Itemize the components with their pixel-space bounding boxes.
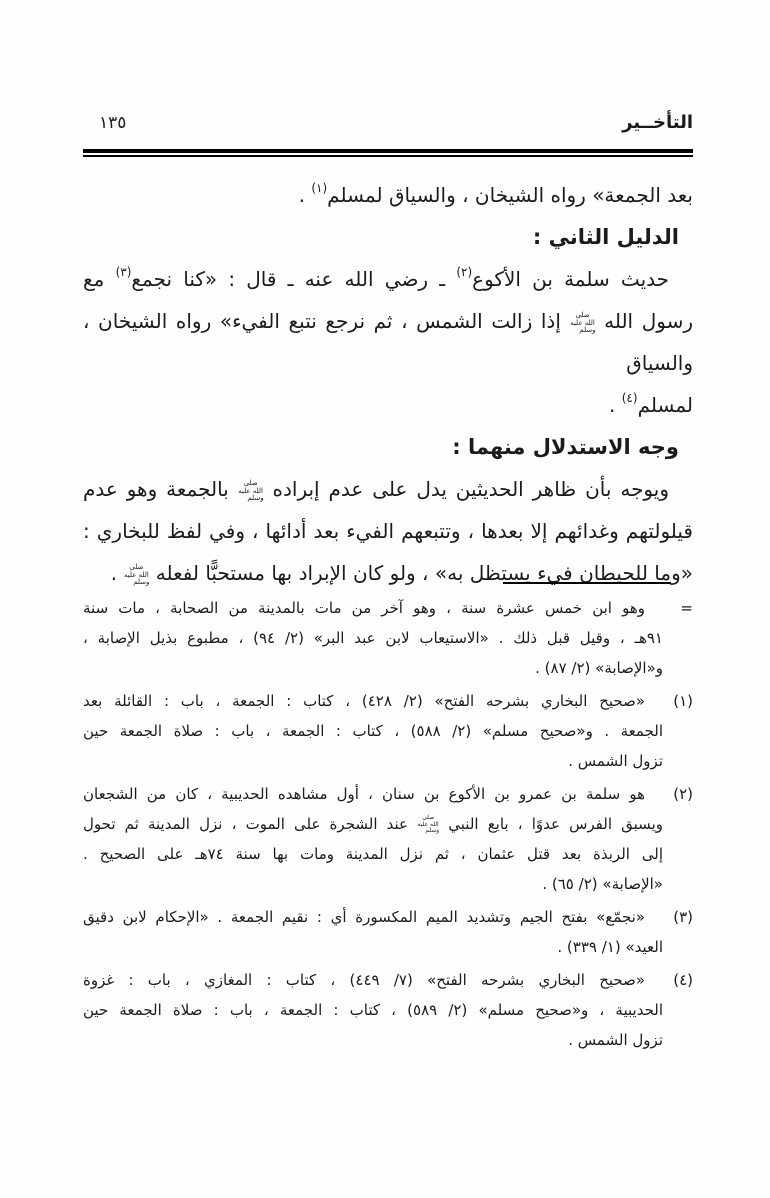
text-run: «نجمّع» بفتح الجيم وتشديد الميم المكسورة أي : نقيم الجمعة . «الإحكام لابن دقيق [83, 908, 645, 926]
footnote-line [83, 902, 693, 932]
text-run: قيلولتهم وغدائهم إلا بعدها ، وتتبعهم الفيء بعد أدائها ، وفي لفظ للبخاري : [83, 519, 693, 543]
footnote-line [83, 686, 694, 716]
text-run: الجمعة . و«صحيح مسلم» (٢/ ٥٨٨) ، كتاب : الجمعة ، باب : صلاة الجمعة حين [83, 722, 664, 740]
footnote-ref: (٢) [456, 265, 473, 280]
footnotes-section [83, 593, 693, 1058]
text-run: بعد الجمعة» رواه الشيخان ، والسياق لمسلم [327, 183, 693, 207]
footnote-ref: (١) [311, 181, 328, 196]
section-heading: وجه الاستدلال منهما : [452, 435, 679, 459]
text-run: «وما للحيطان فيء يستظل به» ، ولو كان الإبراد بها مستحبًّا لفعله [149, 561, 693, 585]
text-run: هو سلمة بن عمرو بن الأكوع بن سنان ، أول مشاهده الحديبية ، كان من الشجعان [83, 785, 645, 803]
footnote-line [83, 746, 663, 776]
running-head-title: التأخــير [622, 112, 693, 133]
footnote-line [83, 995, 663, 1025]
text-run: . [110, 561, 124, 585]
footnote-line [83, 965, 694, 995]
header-rule [83, 149, 693, 157]
footnote-item [83, 686, 693, 776]
pbuh-ligature-icon: صلى الله عليه وسلم [570, 311, 596, 334]
footnote-line [83, 623, 663, 653]
text-run: حديث سلمة بن الأكوع [472, 267, 670, 291]
text-line [83, 384, 693, 426]
pbuh-ligature-icon: صلى الله عليه وسلم [124, 563, 150, 586]
text-line [83, 510, 693, 552]
text-run: بالجمعة وهو عدم [83, 477, 238, 501]
text-run: . [298, 183, 312, 207]
footnote-item [83, 965, 693, 1055]
text-line [83, 258, 693, 300]
text-line [83, 300, 693, 384]
paragraph [83, 258, 693, 426]
footnote-continuation-marker: = [680, 599, 693, 617]
text-run: الحديبية ، و«صحيح مسلم» (٢/ ٥٨٩) ، كتاب : الجمعة ، باب : صلاة الجمعة حين [83, 1001, 663, 1019]
section-heading: الدليل الثاني : [532, 225, 679, 249]
footnote-item [83, 779, 693, 899]
text-run: لمسلم [637, 393, 693, 417]
text-run: و«الإصابة» (٢/ ٨٧) . [535, 659, 663, 677]
text-run: إلى الربذة بعد قتل عثمان ، ثم نزل المدينة ومات بها سنة ٧٤هـ على الصحيح . [83, 845, 663, 863]
text-run: «صحيح البخاري بشرحه الفتح» (٢/ ٤٢٨) ، كتاب : الجمعة ، باب : القائلة بعد [83, 692, 646, 710]
text-run: وهو ابن خمس عشرة سنة ، وهو آخر من مات بالمدينة من الصحابة ، مات سنة [83, 599, 645, 617]
footnote-number: (٤) [673, 971, 694, 989]
text-line [83, 552, 693, 594]
paragraph [83, 468, 693, 594]
footnote-line [83, 839, 663, 869]
text-run: إذا زالت الشمس ، ثم نرجع نتبع الفيء» رواه الشيخان ، والسياق [83, 309, 693, 375]
footnote-number: (٢) [673, 785, 693, 803]
page-content [83, 0, 693, 1198]
footnote-line [83, 779, 693, 809]
text-line [83, 174, 693, 216]
footnote-line [83, 593, 693, 623]
text-run: . [609, 393, 622, 417]
footnote-line [83, 869, 663, 899]
pbuh-ligature-icon: صلى الله عليه وسلم [417, 814, 440, 834]
text-run: ٩١هـ ، وقيل قبل ذلك . «الاستيعاب لابن عبد البر» (٢/ ٩٤) ، مطبوع بذيل الإصابة ، [83, 629, 663, 647]
footnote-ref: (٣) [115, 265, 132, 280]
footnote-number: (١) [673, 692, 694, 710]
text-line [83, 468, 693, 510]
text-run: ويوجه بأن ظاهر الحديثين يدل على عدم إبراده [263, 477, 669, 501]
text-run: تزول الشمس . [568, 752, 663, 770]
text-run: مع [83, 267, 116, 291]
text-run: «الإصابة» (٢/ ٦٥) . [542, 875, 663, 893]
text-run: تزول الشمس . [568, 1031, 663, 1049]
footnote-line [83, 716, 663, 746]
footnote-item [83, 593, 693, 683]
footnote-separator [503, 582, 671, 584]
pbuh-ligature-icon: صلى الله عليه وسلم [238, 479, 264, 502]
text-run: «صحيح البخاري بشرحه الفتح» (٧/ ٤٤٩) ، كتاب : المغازي ، باب : غزوة [83, 971, 646, 989]
text-run: ويسبق الفرس عدوًا ، بايع النبي [439, 815, 663, 833]
text-run: رسول الله [595, 309, 693, 333]
body-text [83, 174, 693, 594]
footnote-line [83, 809, 663, 839]
footnote-line [83, 932, 663, 962]
paragraph [83, 174, 693, 216]
footnote-number: (٣) [673, 908, 693, 926]
footnote-line [83, 1025, 663, 1055]
text-run: ـ رضي الله عنه ـ قال : «كنا نجمع [131, 267, 457, 291]
footnote-item [83, 902, 693, 962]
page-number: ١٣٥ [99, 113, 127, 133]
footnote-line [83, 653, 663, 683]
text-run: عند الشجرة على الموت ، نزل المدينة ثم تحول [83, 815, 418, 833]
footnote-ref: (٤) [621, 391, 638, 406]
page-header [83, 112, 693, 133]
text-run: العيد» (١/ ٣٣٩) . [557, 938, 663, 956]
